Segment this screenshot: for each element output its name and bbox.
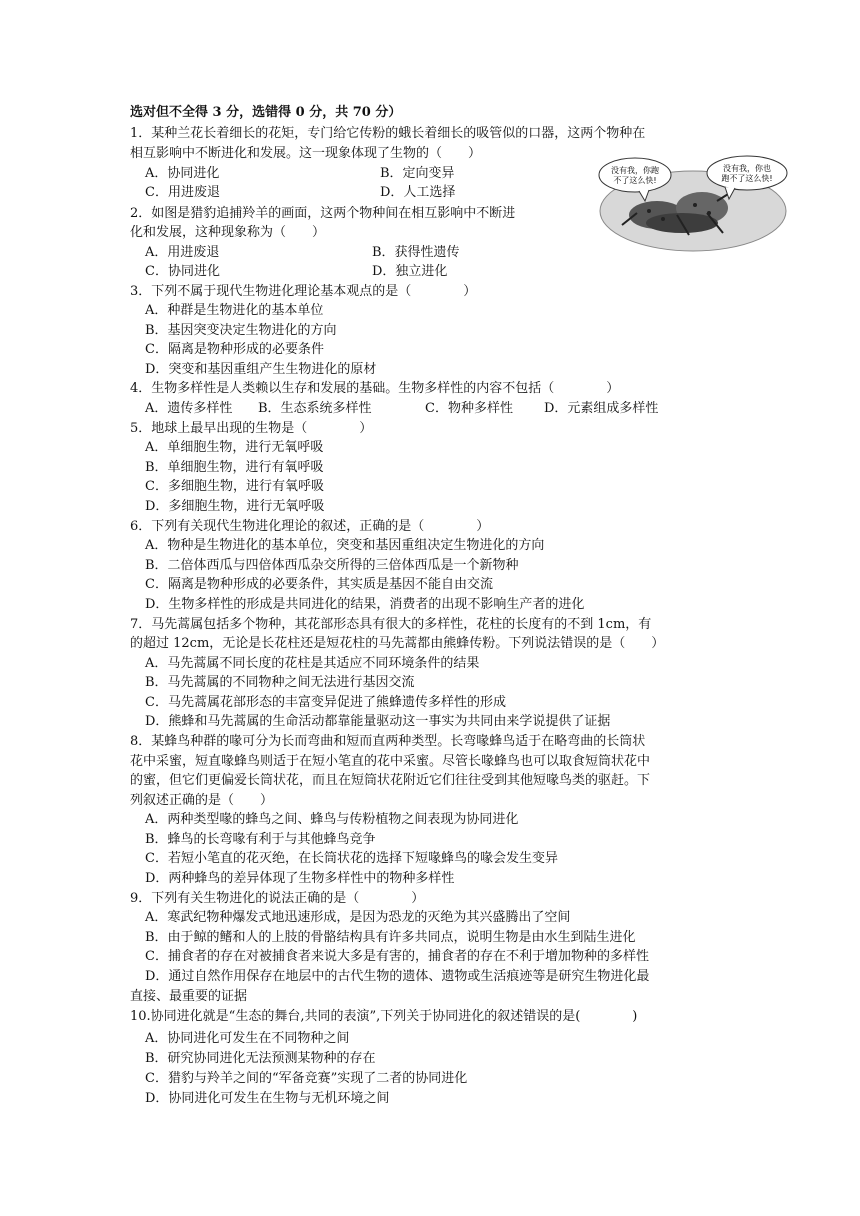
q4-option-a: A．遗传多样性 xyxy=(145,401,233,416)
section-header: 选对但不全得 3 分，选错得 0 分，共 70 分） xyxy=(130,105,402,120)
q8-option-b: B．蜂鸟的长弯喙有利于与其他蜂鸟竞争 xyxy=(145,832,376,847)
q6-option-c: C．隔离是物种形成的必要条件，其实质是基因不能自由交流 xyxy=(145,577,493,592)
q8-stem-line-4: 列叙述正确的是（ ） xyxy=(130,793,274,808)
q4-option-b: B．生态系统多样性 xyxy=(258,401,372,416)
q2-stem-line-2: 化和发展，这种现象称为（ ） xyxy=(130,225,326,240)
q10-option-a: A．协同进化可发生在不同物种之间 xyxy=(145,1031,350,1046)
q1-option-c: C．用进废退 xyxy=(145,185,220,200)
bubble-right-line-2: 跑不了这么快! xyxy=(721,174,773,183)
bubble-right-line-1: 没有我，你也 xyxy=(723,164,771,173)
q3-option-a: A．种群是生物进化的基本单位 xyxy=(145,303,324,318)
q2-option-a: A．用进废退 xyxy=(145,245,220,260)
q6-option-d: D．生物多样性的形成是共同进化的结果，消费者的出现不影响生产者的进化 xyxy=(145,597,585,612)
q7-option-b: B．马先蒿属的不同物种之间无法进行基因交流 xyxy=(145,675,415,690)
q9-option-b: B．由于鲸的鳍和人的上肢的骨骼结构具有许多共同点，说明生物是由水生到陆生进化 xyxy=(145,930,636,945)
q8-option-d: D．两种蜂鸟的差异体现了生物多样性中的物种多样性 xyxy=(145,871,455,886)
q8-option-c: C．若短小笔直的花灭绝，在长筒状花的选择下短喙蜂鸟的喙会发生变异 xyxy=(145,851,558,866)
bubble-left-line-2: 不了这么快! xyxy=(613,176,657,185)
q8-stem-line-2: 花中采蜜，短直喙蜂鸟则适于在短小笔直的花中采蜜。尽管长喙蜂鸟也可以取食短筒状花中 xyxy=(130,754,651,769)
q5-option-d: D．多细胞生物，进行无氧呼吸 xyxy=(145,499,325,514)
q9-option-d: D．通过自然作用保存在地层中的古代生物的遗体、遗物或生活痕迹等是研究生物进化最 xyxy=(145,969,650,984)
q1-option-b: B．定向变异 xyxy=(380,166,455,181)
q5-option-a: A．单细胞生物，进行无氧呼吸 xyxy=(145,440,324,455)
q2-option-b: B．获得性遗传 xyxy=(372,245,460,260)
q5-option-b: B．单细胞生物，进行有氧呼吸 xyxy=(145,460,324,475)
q9-option-c: C．捕食者的存在对被捕食者来说大多是有害的，捕食者的存在不利于增加物种的多样性 xyxy=(145,949,649,964)
q10-option-d: D．协同进化可发生在生物与无机环境之间 xyxy=(145,1091,390,1106)
q1-stem-line-2: 相互影响中不断进化和发展。这一现象体现了生物的（ ） xyxy=(130,146,482,161)
q7-option-a: A．马先蒿属不同长度的花柱是其适应不同环境条件的结果 xyxy=(145,656,480,671)
q2-stem-line-1: 2．如图是猎豹追捕羚羊的画面，这两个物种间在相互影响中不断进 xyxy=(130,206,516,221)
q6-option-a: A．物种是生物进化的基本单位，突变和基因重组决定生物进化的方向 xyxy=(145,538,545,553)
q3-stem: 3．下列不属于现代生物进化理论基本观点的是（ ） xyxy=(130,284,477,299)
q6-option-b: B．二倍体西瓜与四倍体西瓜杂交所得的三倍体西瓜是一个新物种 xyxy=(145,558,519,573)
q5-stem: 5．地球上最早出现的生物是（ ） xyxy=(130,421,373,436)
q5-option-c: C．多细胞生物，进行有氧呼吸 xyxy=(145,479,324,494)
q8-stem-line-1: 8．某蜂鸟种群的喙可分为长而弯曲和短而直两种类型。长弯喙蜂鸟适于在略弯曲的长筒状 xyxy=(130,734,646,749)
q7-stem-line-1: 7．马先蒿属包括多个物种，其花部形态具有很大的多样性，花柱的长度有的不到 1cm，有 xyxy=(130,617,652,632)
q10-stem: 10.协同进化就是“生态的舞台,共同的表演”,下列关于协同进化的叙述错误的是( ) xyxy=(130,1009,638,1024)
q7-option-d: D．熊蜂和马先蒿属的生命活动都靠能量驱动这一事实为共同由来学说提供了证据 xyxy=(145,714,611,729)
q4-option-c: C．物种多样性 xyxy=(425,401,513,416)
q8-stem-line-3: 的蜜，但它们更偏爱长筒状花，而且在短筒状花附近它们往往受到其他短喙鸟类的驱赶。下 xyxy=(130,773,651,788)
q9-option-d-continued: 直接、最重要的证据 xyxy=(130,989,248,1004)
q4-option-d: D．元素组成多样性 xyxy=(544,401,659,416)
q9-option-a: A．寒武纪物种爆发式地迅速形成，是因为恐龙的灭绝为其兴盛腾出了空间 xyxy=(145,910,571,925)
q2-option-d: D．独立进化 xyxy=(372,264,448,279)
q3-option-c: C．隔离是物种形成的必要条件 xyxy=(145,342,324,357)
cheetah-antelope-figure xyxy=(597,153,789,253)
q10-option-c: C．猎豹与羚羊之间的“军备竞赛”实现了二者的协同进化 xyxy=(145,1071,468,1086)
q2-option-c: C．协同进化 xyxy=(145,264,220,279)
q7-option-c: C．马先蒿属花部形态的丰富变异促进了熊蜂遗传多样性的形成 xyxy=(145,695,506,710)
q1-option-a: A．协同进化 xyxy=(145,166,220,181)
q3-option-b: B．基因突变决定生物进化的方向 xyxy=(145,323,337,338)
bubble-left-line-1: 没有我，你跑 xyxy=(611,166,659,175)
q9-stem: 9．下列有关生物进化的说法正确的是（ ） xyxy=(130,891,425,906)
q4-stem: 4．生物多样性是人类赖以生存和发展的基础。生物多样性的内容不包括（ ） xyxy=(130,381,620,396)
q6-stem: 6．下列有关现代生物进化理论的叙述，正确的是（ ） xyxy=(130,519,490,534)
q3-option-d: D．突变和基因重组产生生物进化的原材 xyxy=(145,362,377,377)
q7-stem-line-2: 的超过 12cm，无论是长花柱还是短花柱的马先蒿都由熊蜂传粉。下列说法错误的是（ ） xyxy=(130,636,665,651)
q1-stem-line-1: 1．某种兰花长着细长的花矩，专门给它传粉的蛾长着细长的吸管似的口器，这两个物种在 xyxy=(130,126,646,141)
q1-option-d: D．人工选择 xyxy=(380,185,456,200)
q8-option-a: A．两种类型喙的蜂鸟之间、蜂鸟与传粉植物之间表现为协同进化 xyxy=(145,812,519,827)
q10-option-b: B．研究协同进化无法预测某物种的存在 xyxy=(145,1051,376,1066)
